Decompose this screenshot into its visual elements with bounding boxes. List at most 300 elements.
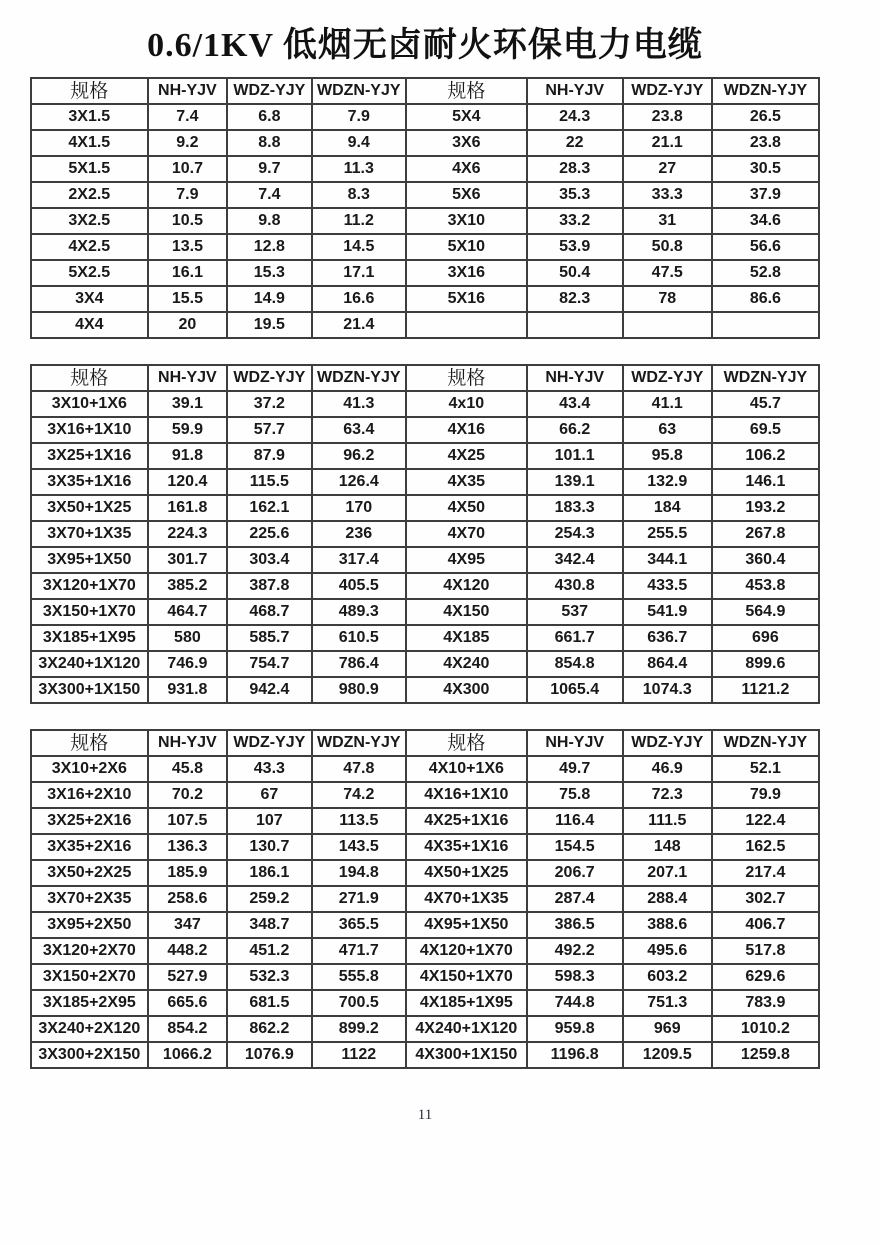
value-cell: 47.8 [312, 756, 407, 782]
value-cell: 271.9 [312, 886, 407, 912]
value-cell: 665.6 [148, 990, 228, 1016]
table-row [31, 443, 819, 469]
spec-cell: 4X35 [406, 469, 527, 495]
spec-cell: 4X240 [406, 651, 527, 677]
value-cell: 50.8 [623, 234, 712, 260]
spec-cell: 4X150 [406, 599, 527, 625]
value-cell: 9.8 [227, 208, 311, 234]
spec-cell: 4X120+1X70 [406, 938, 527, 964]
value-cell: 23.8 [623, 104, 712, 130]
spec-cell: 4X185 [406, 625, 527, 651]
spec-cell: 5X16 [406, 286, 527, 312]
value-cell: 386.5 [527, 912, 623, 938]
value-cell: 681.5 [227, 990, 311, 1016]
value-cell: 969 [623, 1016, 712, 1042]
value-cell: 854.2 [148, 1016, 228, 1042]
value-cell: 161.8 [148, 495, 228, 521]
value-cell: 9.7 [227, 156, 311, 182]
spec-cell: 4X50+1X25 [406, 860, 527, 886]
table-row [31, 1042, 819, 1068]
value-cell: 468.7 [227, 599, 311, 625]
table-row [31, 782, 819, 808]
value-cell: 86.6 [712, 286, 819, 312]
header-row [31, 730, 819, 756]
cable-type-header: NH-YJV [148, 365, 228, 391]
value-cell: 130.7 [227, 834, 311, 860]
value-cell: 146.1 [712, 469, 819, 495]
spec-cell: 4X25+1X16 [406, 808, 527, 834]
spec-cell: 3X25+1X16 [31, 443, 148, 469]
value-cell: 43.4 [527, 391, 623, 417]
value-cell: 532.3 [227, 964, 311, 990]
page-title: 0.6/1KV 低烟无卤耐火环保电力电缆 [147, 27, 703, 64]
value-cell: 21.4 [312, 312, 407, 338]
value-cell: 120.4 [148, 469, 228, 495]
value-cell: 30.5 [712, 156, 819, 182]
value-cell: 91.8 [148, 443, 228, 469]
value-cell: 453.8 [712, 573, 819, 599]
table-row [31, 808, 819, 834]
value-cell: 517.8 [712, 938, 819, 964]
table-row [31, 834, 819, 860]
table-row [31, 260, 819, 286]
value-cell: 31 [623, 208, 712, 234]
value-cell: 27 [623, 156, 712, 182]
value-cell: 69.5 [712, 417, 819, 443]
value-cell: 113.5 [312, 808, 407, 834]
value-cell: 45.7 [712, 391, 819, 417]
value-cell: 49.7 [527, 756, 623, 782]
table-row [31, 1016, 819, 1042]
value-cell [712, 312, 819, 338]
table-row [31, 756, 819, 782]
value-cell: 47.5 [623, 260, 712, 286]
cable-type-header: WDZ-YJY [227, 365, 311, 391]
value-cell: 406.7 [712, 912, 819, 938]
value-cell: 75.8 [527, 782, 623, 808]
value-cell: 126.4 [312, 469, 407, 495]
value-cell: 942.4 [227, 677, 311, 703]
value-cell: 111.5 [623, 808, 712, 834]
table-row [31, 625, 819, 651]
value-cell: 67 [227, 782, 311, 808]
value-cell: 301.7 [148, 547, 228, 573]
value-cell: 751.3 [623, 990, 712, 1016]
table-row [31, 990, 819, 1016]
value-cell: 63.4 [312, 417, 407, 443]
value-cell: 193.2 [712, 495, 819, 521]
value-cell: 287.4 [527, 886, 623, 912]
value-cell: 537 [527, 599, 623, 625]
value-cell: 1196.8 [527, 1042, 623, 1068]
spec-cell: 4X300+1X150 [406, 1042, 527, 1068]
spec-column-header: 规格 [406, 365, 527, 391]
value-cell: 183.3 [527, 495, 623, 521]
value-cell: 492.2 [527, 938, 623, 964]
spec-cell: 4X50 [406, 495, 527, 521]
table-row [31, 964, 819, 990]
value-cell: 365.5 [312, 912, 407, 938]
value-cell: 186.1 [227, 860, 311, 886]
spec-cell: 3X16 [406, 260, 527, 286]
table-row [31, 573, 819, 599]
cable-spec-table-1 [30, 77, 820, 339]
value-cell: 162.5 [712, 834, 819, 860]
spec-column-header: 规格 [406, 730, 527, 756]
value-cell: 224.3 [148, 521, 228, 547]
value-cell: 700.5 [312, 990, 407, 1016]
value-cell: 564.9 [712, 599, 819, 625]
value-cell: 489.3 [312, 599, 407, 625]
value-cell: 9.4 [312, 130, 407, 156]
value-cell: 385.2 [148, 573, 228, 599]
value-cell: 471.7 [312, 938, 407, 964]
spec-cell: 3X150+1X70 [31, 599, 148, 625]
spec-cell: 4X150+1X70 [406, 964, 527, 990]
value-cell: 585.7 [227, 625, 311, 651]
value-cell: 162.1 [227, 495, 311, 521]
cable-type-header: WDZN-YJY [712, 365, 819, 391]
value-cell: 63 [623, 417, 712, 443]
value-cell: 1066.2 [148, 1042, 228, 1068]
value-cell: 39.1 [148, 391, 228, 417]
value-cell: 303.4 [227, 547, 311, 573]
value-cell: 70.2 [148, 782, 228, 808]
spec-cell: 4X16 [406, 417, 527, 443]
spec-cell: 4X10+1X6 [406, 756, 527, 782]
value-cell: 14.5 [312, 234, 407, 260]
spec-cell: 4X1.5 [31, 130, 148, 156]
value-cell: 106.2 [712, 443, 819, 469]
spec-cell: 3X300+1X150 [31, 677, 148, 703]
spec-cell: 4X35+1X16 [406, 834, 527, 860]
value-cell: 20 [148, 312, 228, 338]
value-cell: 6.8 [227, 104, 311, 130]
spec-cell: 3X70+2X35 [31, 886, 148, 912]
table-row [31, 521, 819, 547]
spec-cell: 3X240+1X120 [31, 651, 148, 677]
spec-cell: 3X4 [31, 286, 148, 312]
value-cell: 17.1 [312, 260, 407, 286]
value-cell: 629.6 [712, 964, 819, 990]
value-cell: 347 [148, 912, 228, 938]
spec-cell: 4X95 [406, 547, 527, 573]
value-cell: 1065.4 [527, 677, 623, 703]
value-cell: 11.3 [312, 156, 407, 182]
value-cell: 1121.2 [712, 677, 819, 703]
spec-cell: 3X16+2X10 [31, 782, 148, 808]
spec-cell: 4X120 [406, 573, 527, 599]
value-cell: 430.8 [527, 573, 623, 599]
table-row [31, 912, 819, 938]
value-cell: 35.3 [527, 182, 623, 208]
spec-cell: 3X50+2X25 [31, 860, 148, 886]
value-cell: 696 [712, 625, 819, 651]
table-row [31, 547, 819, 573]
spec-cell: 3X10+2X6 [31, 756, 148, 782]
value-cell: 66.2 [527, 417, 623, 443]
cable-type-header: WDZ-YJY [227, 730, 311, 756]
value-cell: 254.3 [527, 521, 623, 547]
value-cell: 580 [148, 625, 228, 651]
table-row [31, 391, 819, 417]
spec-cell: 3X70+1X35 [31, 521, 148, 547]
value-cell: 7.9 [312, 104, 407, 130]
spec-column-header: 规格 [31, 78, 148, 104]
table-row [31, 130, 819, 156]
value-cell: 959.8 [527, 1016, 623, 1042]
value-cell: 288.4 [623, 886, 712, 912]
value-cell: 7.4 [227, 182, 311, 208]
value-cell: 14.9 [227, 286, 311, 312]
cable-spec-table-2 [30, 364, 820, 704]
value-cell: 96.2 [312, 443, 407, 469]
value-cell: 7.9 [148, 182, 228, 208]
value-cell: 23.8 [712, 130, 819, 156]
value-cell: 744.8 [527, 990, 623, 1016]
value-cell: 57.7 [227, 417, 311, 443]
value-cell: 74.2 [312, 782, 407, 808]
value-cell: 899.2 [312, 1016, 407, 1042]
value-cell: 610.5 [312, 625, 407, 651]
value-cell: 82.3 [527, 286, 623, 312]
value-cell: 555.8 [312, 964, 407, 990]
value-cell: 931.8 [148, 677, 228, 703]
spec-cell: 3X185+1X95 [31, 625, 148, 651]
value-cell: 19.5 [227, 312, 311, 338]
spec-cell: 3X2.5 [31, 208, 148, 234]
spec-cell: 4X4 [31, 312, 148, 338]
spec-cell: 4X240+1X120 [406, 1016, 527, 1042]
spec-cell: 3X50+1X25 [31, 495, 148, 521]
table-row [31, 417, 819, 443]
value-cell: 15.5 [148, 286, 228, 312]
value-cell: 207.1 [623, 860, 712, 886]
value-cell: 78 [623, 286, 712, 312]
spec-cell: 3X300+2X150 [31, 1042, 148, 1068]
spec-column-header: 规格 [31, 365, 148, 391]
table-row [31, 182, 819, 208]
spec-cell: 4X300 [406, 677, 527, 703]
cable-type-header: NH-YJV [527, 78, 623, 104]
value-cell: 28.3 [527, 156, 623, 182]
value-cell: 45.8 [148, 756, 228, 782]
cable-type-header: WDZN-YJY [712, 78, 819, 104]
spec-cell: 5X2.5 [31, 260, 148, 286]
value-cell: 862.2 [227, 1016, 311, 1042]
spec-cell: 3X10 [406, 208, 527, 234]
value-cell: 854.8 [527, 651, 623, 677]
value-cell: 495.6 [623, 938, 712, 964]
value-cell: 344.1 [623, 547, 712, 573]
value-cell: 1209.5 [623, 1042, 712, 1068]
value-cell: 59.9 [148, 417, 228, 443]
header-row [31, 365, 819, 391]
value-cell: 317.4 [312, 547, 407, 573]
value-cell: 184 [623, 495, 712, 521]
value-cell: 12.8 [227, 234, 311, 260]
table-row [31, 286, 819, 312]
spec-cell: 3X6 [406, 130, 527, 156]
cable-type-header: WDZ-YJY [227, 78, 311, 104]
value-cell: 139.1 [527, 469, 623, 495]
value-cell: 143.5 [312, 834, 407, 860]
value-cell: 26.5 [712, 104, 819, 130]
cable-type-header: WDZ-YJY [623, 365, 712, 391]
value-cell: 1010.2 [712, 1016, 819, 1042]
header-row [31, 78, 819, 104]
spec-cell: 4X185+1X95 [406, 990, 527, 1016]
cable-type-header: NH-YJV [527, 730, 623, 756]
value-cell: 267.8 [712, 521, 819, 547]
cable-type-header: WDZN-YJY [312, 78, 407, 104]
value-cell: 388.6 [623, 912, 712, 938]
value-cell: 1122 [312, 1042, 407, 1068]
value-cell: 786.4 [312, 651, 407, 677]
cable-type-header: WDZ-YJY [623, 730, 712, 756]
value-cell: 87.9 [227, 443, 311, 469]
spec-cell: 4x10 [406, 391, 527, 417]
value-cell: 132.9 [623, 469, 712, 495]
spec-cell [406, 312, 527, 338]
value-cell: 21.1 [623, 130, 712, 156]
value-cell: 72.3 [623, 782, 712, 808]
value-cell: 387.8 [227, 573, 311, 599]
value-cell: 10.7 [148, 156, 228, 182]
value-cell: 33.3 [623, 182, 712, 208]
value-cell: 53.9 [527, 234, 623, 260]
spec-cell: 5X10 [406, 234, 527, 260]
table-row [31, 860, 819, 886]
value-cell: 41.1 [623, 391, 712, 417]
value-cell: 899.6 [712, 651, 819, 677]
spec-cell: 3X10+1X6 [31, 391, 148, 417]
cable-type-header: NH-YJV [148, 78, 228, 104]
spec-cell: 4X2.5 [31, 234, 148, 260]
value-cell: 16.1 [148, 260, 228, 286]
table-row [31, 234, 819, 260]
value-cell: 37.2 [227, 391, 311, 417]
spec-cell: 5X1.5 [31, 156, 148, 182]
value-cell: 206.7 [527, 860, 623, 886]
value-cell [527, 312, 623, 338]
table-row [31, 886, 819, 912]
spec-cell: 4X70 [406, 521, 527, 547]
cable-type-header: WDZN-YJY [312, 730, 407, 756]
value-cell: 7.4 [148, 104, 228, 130]
value-cell: 603.2 [623, 964, 712, 990]
table-row [31, 208, 819, 234]
spec-cell: 4X6 [406, 156, 527, 182]
value-cell: 348.7 [227, 912, 311, 938]
value-cell: 255.5 [623, 521, 712, 547]
value-cell: 185.9 [148, 860, 228, 886]
value-cell: 464.7 [148, 599, 228, 625]
value-cell: 527.9 [148, 964, 228, 990]
spec-cell: 3X16+1X10 [31, 417, 148, 443]
value-cell: 405.5 [312, 573, 407, 599]
spec-cell: 3X95+1X50 [31, 547, 148, 573]
value-cell: 10.5 [148, 208, 228, 234]
value-cell: 95.8 [623, 443, 712, 469]
value-cell: 236 [312, 521, 407, 547]
value-cell: 52.1 [712, 756, 819, 782]
value-cell: 34.6 [712, 208, 819, 234]
spec-cell: 3X35+1X16 [31, 469, 148, 495]
value-cell: 746.9 [148, 651, 228, 677]
value-cell: 136.3 [148, 834, 228, 860]
value-cell: 24.3 [527, 104, 623, 130]
spec-cell: 3X25+2X16 [31, 808, 148, 834]
value-cell: 1259.8 [712, 1042, 819, 1068]
cable-type-header: NH-YJV [148, 730, 228, 756]
value-cell: 46.9 [623, 756, 712, 782]
spec-cell: 3X95+2X50 [31, 912, 148, 938]
value-cell: 541.9 [623, 599, 712, 625]
cable-type-header: NH-YJV [527, 365, 623, 391]
value-cell: 433.5 [623, 573, 712, 599]
value-cell: 9.2 [148, 130, 228, 156]
value-cell: 1074.3 [623, 677, 712, 703]
spec-cell: 3X150+2X70 [31, 964, 148, 990]
spec-cell: 3X120+1X70 [31, 573, 148, 599]
value-cell: 122.4 [712, 808, 819, 834]
value-cell: 636.7 [623, 625, 712, 651]
value-cell: 194.8 [312, 860, 407, 886]
value-cell: 754.7 [227, 651, 311, 677]
cable-type-header: WDZN-YJY [712, 730, 819, 756]
spec-cell: 4X25 [406, 443, 527, 469]
table-row [31, 495, 819, 521]
value-cell: 661.7 [527, 625, 623, 651]
value-cell: 783.9 [712, 990, 819, 1016]
value-cell: 225.6 [227, 521, 311, 547]
value-cell: 451.2 [227, 938, 311, 964]
spec-cell: 4X16+1X10 [406, 782, 527, 808]
value-cell: 217.4 [712, 860, 819, 886]
spec-cell: 5X4 [406, 104, 527, 130]
spec-column-header: 规格 [31, 730, 148, 756]
cable-spec-table-3 [30, 729, 820, 1069]
value-cell: 11.2 [312, 208, 407, 234]
value-cell: 1076.9 [227, 1042, 311, 1068]
value-cell: 598.3 [527, 964, 623, 990]
spec-cell: 4X95+1X50 [406, 912, 527, 938]
table-row [31, 312, 819, 338]
table-row [31, 677, 819, 703]
value-cell: 16.6 [312, 286, 407, 312]
value-cell: 107 [227, 808, 311, 834]
spec-column-header: 规格 [406, 78, 527, 104]
spec-cell: 5X6 [406, 182, 527, 208]
value-cell: 170 [312, 495, 407, 521]
spec-cell: 4X70+1X35 [406, 886, 527, 912]
value-cell: 43.3 [227, 756, 311, 782]
value-cell: 8.3 [312, 182, 407, 208]
spec-cell: 3X240+2X120 [31, 1016, 148, 1042]
spec-cell: 3X120+2X70 [31, 938, 148, 964]
value-cell: 980.9 [312, 677, 407, 703]
value-cell: 37.9 [712, 182, 819, 208]
cable-type-header: WDZN-YJY [312, 365, 407, 391]
table-row [31, 469, 819, 495]
value-cell: 52.8 [712, 260, 819, 286]
value-cell: 33.2 [527, 208, 623, 234]
table-row [31, 104, 819, 130]
table-row [31, 599, 819, 625]
value-cell: 50.4 [527, 260, 623, 286]
value-cell: 13.5 [148, 234, 228, 260]
